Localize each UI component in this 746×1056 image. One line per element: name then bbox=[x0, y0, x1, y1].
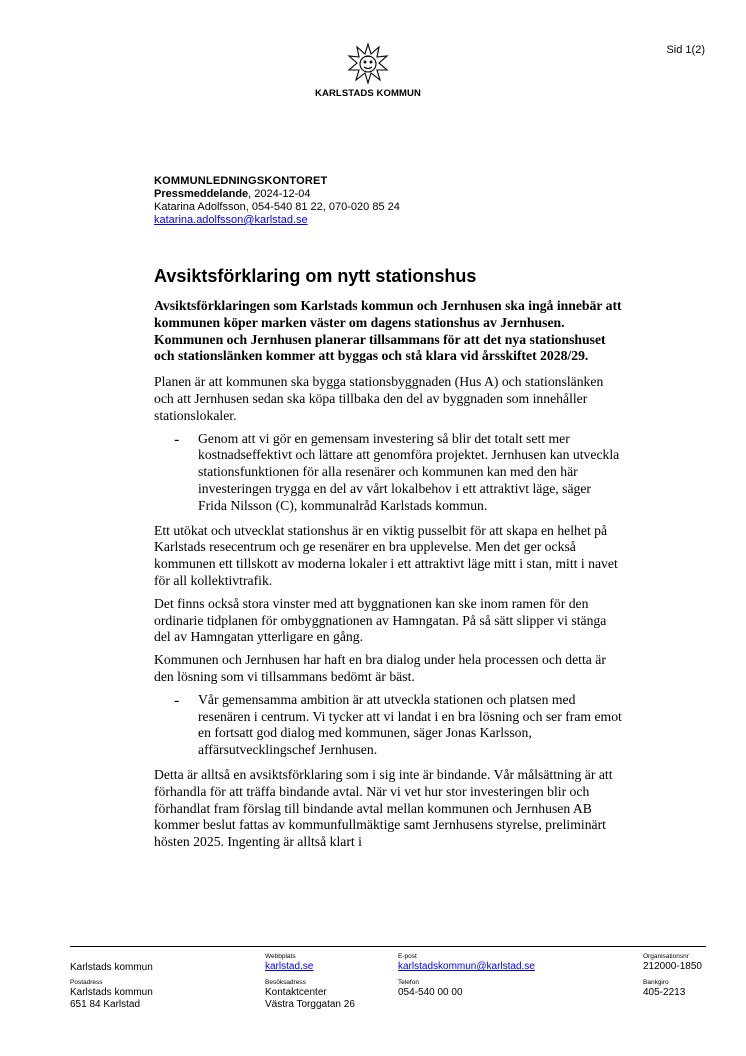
footer-bank-value: 405-2213 bbox=[643, 987, 686, 998]
quote-text: Genom att vi gör en gemensam investering så blir det totalt sett mer kostnadseffektivt och lättare att genomföra projektet. Jernhusen kan utveckla stationsfunktionen för alla resenärer och kommunen kan med den här investeringen trygga en del av vårt lokalbehov i ett attraktivt läge, säger Frida Nilsson (C), kommunalråd Karlstads kommun. bbox=[198, 430, 620, 513]
sender-block bbox=[154, 175, 400, 227]
footer-email-label: E-post bbox=[398, 953, 417, 960]
footer-visit bbox=[265, 979, 355, 1010]
footer-orgnr-label: Organisationsnr bbox=[643, 953, 689, 960]
footer-postal bbox=[70, 979, 153, 1010]
contact-email-link[interactable]: katarina.adolfsson@karlstad.se bbox=[154, 214, 308, 226]
footer-phone-label: Telefon bbox=[398, 979, 419, 986]
paragraph: Kommunen och Jernhusen har haft en bra dialog under hela processen och detta är den lösning som vi tillsammans bedömt är bäst. bbox=[154, 652, 606, 684]
quote-block bbox=[154, 431, 622, 515]
footer-phone-value: 054-540 00 00 bbox=[398, 987, 463, 998]
department: KOMMUNLEDNINGSKONTORET bbox=[154, 175, 328, 187]
footer-visit-line1: Kontaktcenter bbox=[265, 987, 327, 998]
footer-orgnr-value: 212000-1850 bbox=[643, 961, 702, 972]
paragraph: Planen är att kommunen ska bygga stationsbyggnaden (Hus A) och stationslänken och att Jernhusen sedan ska köpa tillbaka den del av byggnaden som innehåller stationslokaler. bbox=[154, 374, 604, 423]
page-number: Sid 1(2) bbox=[666, 44, 705, 56]
article-lead: Avsiktsförklaringen som Karlstads kommun och Jernhusen ska ingå innebär att kommunen köper marken väster om dagens stationshus av Jernhusen. Kommunen och Jernhusen planerar tillsammans för att det nya stationshuset och stationslänken kommer att byggas och stå klara vid årsskiftet 2028/29. bbox=[154, 298, 622, 364]
footer-bank-label: Bankgiro bbox=[643, 979, 669, 986]
quote-text: Vår gemensamma ambition är att utveckla stationen och platsen med resenären i centrum. Vi tycker att vi landat i en bra lösning och ser fram emot en fortsatt god dialog med kommunen, säger Jonas Karlsson, affärsutvecklingschef Jernhusen. bbox=[198, 691, 622, 758]
footer-web-link[interactable]: karlstad.se bbox=[265, 961, 314, 972]
footer-visit-label: Besöksadress bbox=[265, 979, 306, 986]
footer-email bbox=[398, 953, 535, 973]
doc-type: Pressmeddelande bbox=[154, 188, 249, 200]
footer-phone bbox=[398, 979, 463, 999]
paragraph: Det finns också stora vinster med att byggnationen kan ske inom ramen för den ordinarie tidplanen för ombyggnationen av Hamngatan. På så sätt slipper vi stänga del av Hamngatan ytterligare en gång. bbox=[154, 595, 607, 645]
quote-dash: - bbox=[174, 691, 180, 709]
footer-orgnr bbox=[643, 953, 702, 973]
doc-type-line bbox=[154, 188, 400, 201]
logo-text: KARLSTADS KOMMUN bbox=[315, 88, 421, 99]
footer-org-name: Karlstads kommun bbox=[70, 962, 153, 973]
footer-bank bbox=[643, 979, 685, 999]
quote-dash: - bbox=[174, 430, 180, 448]
footer-divider bbox=[70, 946, 706, 947]
quote-block bbox=[154, 692, 622, 759]
sun-logo-icon bbox=[346, 42, 390, 86]
doc-date: , 2024-12-04 bbox=[248, 188, 311, 200]
footer-email-link[interactable]: karlstadskommun@karlstad.se bbox=[398, 961, 535, 972]
footer-web-label: Webbplats bbox=[265, 953, 296, 960]
municipality-logo bbox=[298, 42, 438, 99]
contact-line: Katarina Adolfsson, 054-540 81 22, 070-020 85 24 bbox=[154, 201, 400, 213]
article bbox=[154, 265, 622, 857]
article-title: Avsiktsförklaring om nytt stationshus bbox=[154, 266, 477, 286]
footer-web bbox=[265, 953, 313, 973]
paragraph: Detta är alltså en avsiktsförklaring som i sig inte är bindande. Vår målsättning är att förhandla för att träffa bindande avtal. När vi vet hur stor investeringen blir och förhandlat fram förslag till bindande avtal mellan kommunen och Jernhusen AB kommer beslut fattas av kommunfullmäktige samt Jernhusens styrelse, preliminärt hösten 2025. Ingenting är alltså klart i bbox=[154, 766, 613, 850]
footer-visit-line2: Västra Torggatan 26 bbox=[265, 998, 355, 1010]
footer-postal-label: Postadress bbox=[70, 979, 103, 986]
footer-postal-line2: 651 84 Karlstad bbox=[70, 998, 141, 1010]
footer-org bbox=[70, 962, 153, 974]
paragraph: Ett utökat och utvecklat stationshus är en viktig pusselbit för att skapa en helhet på Karlstads resecentrum och ge resenärer en bra upplevelse. Men det ger också kommunen ett tillskott av moderna lokaler i ett attraktivt läge mitt i stan, mitt i navet för all kollektivtrafik. bbox=[154, 522, 618, 588]
footer-postal-line1: Karlstads kommun bbox=[70, 987, 153, 998]
